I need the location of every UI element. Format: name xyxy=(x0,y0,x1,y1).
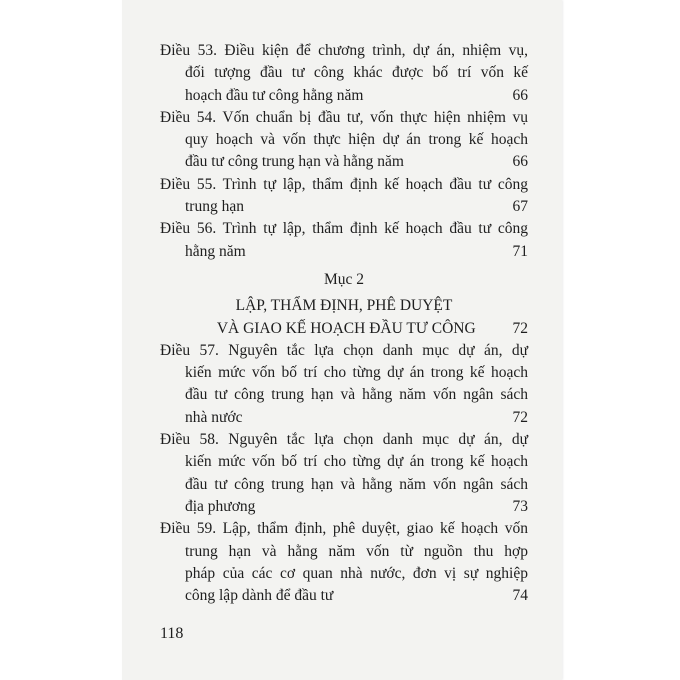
toc-entry-line: quy hoạch và vốn thực hiện dự án trong kế hoạch xyxy=(185,131,528,149)
toc-entry-line: công lập dành để đầu tư xyxy=(185,587,334,605)
toc-entry xyxy=(160,429,528,518)
toc-entry xyxy=(160,107,528,174)
toc-entry-line: Điều 58. Nguyên tắc lựa chọn danh mục dự án, dự xyxy=(160,431,528,449)
toc-page-number: 66 xyxy=(512,153,528,171)
toc-entry-line: Điều 55. Trình tự lập, thẩm định kế hoạch đầu tư công xyxy=(160,175,528,193)
footer-page-number: 118 xyxy=(160,625,184,642)
section-title-line-2: VÀ GIAO KẾ HOẠCH ĐẦU TƯ CÔNG xyxy=(216,319,476,337)
toc-entry xyxy=(160,218,528,263)
toc-entry-last-line xyxy=(160,85,528,107)
toc-entry-line: pháp của các cơ quan nhà nước, đơn vị sự nghiệp xyxy=(185,564,528,582)
toc-entry-line: đầu tư công trung hạn và hằng năm vốn ngân sách xyxy=(185,386,528,404)
toc-entry-last-line xyxy=(160,196,528,218)
toc-page-number: 66 xyxy=(512,86,528,104)
toc-entry xyxy=(160,518,528,607)
toc-page-number: 71 xyxy=(512,242,528,260)
section-heading xyxy=(160,269,528,340)
toc-entry-last-line xyxy=(160,496,528,518)
toc-entry xyxy=(160,174,528,219)
toc-entry-line: đầu tư công trung hạn và hằng năm vốn ngân sách xyxy=(185,475,528,493)
toc-entry-line: trung hạn và hằng năm vốn từ nguồn thu hợp xyxy=(185,542,528,560)
table-of-contents xyxy=(160,40,528,607)
toc-entry-line: kiến mức vốn bố trí cho từng dự án trong kế hoạch xyxy=(185,364,528,382)
toc-entry-line: Điều 59. Lập, thẩm định, phê duyệt, giao kế hoạch vốn xyxy=(160,520,528,538)
toc-entry-line: nhà nước xyxy=(185,408,243,426)
toc-entry-last-line xyxy=(160,407,528,429)
section-title-line-1: LẬP, THẨM ĐỊNH, PHÊ DUYỆT xyxy=(235,297,453,315)
toc-entry-line: trung hạn xyxy=(185,198,244,216)
section-label: Mục 2 xyxy=(323,270,365,288)
toc-entry-last-line xyxy=(160,585,528,607)
toc-entry-line: Điều 57. Nguyên tắc lựa chọn danh mục dự án, dự xyxy=(160,341,528,359)
toc-entry-line: Điều 56. Trình tự lập, thẩm định kế hoạch đầu tư công xyxy=(160,220,528,238)
toc-page-number: 74 xyxy=(512,587,528,605)
toc-entry-last-line xyxy=(160,151,528,173)
toc-entries-before xyxy=(160,40,528,263)
toc-entry-line: đối tượng đầu tư công khác được bố trí vốn kế xyxy=(185,64,528,82)
toc-entry-line: Điều 54. Vốn chuẩn bị đầu tư, vốn thực hiện nhiệm vụ xyxy=(160,108,528,126)
toc-entry-line: địa phương xyxy=(185,497,256,515)
toc-entry-last-line xyxy=(160,241,528,263)
toc-entry xyxy=(160,40,528,107)
toc-entry-line: hoạch đầu tư công hằng năm xyxy=(185,86,364,104)
toc-page-number: 72 xyxy=(512,408,528,426)
toc-entry-line: Điều 53. Điều kiện để chương trình, dự án, nhiệm vụ, xyxy=(160,42,528,59)
toc-entry xyxy=(160,340,528,429)
section-page-number: 72 xyxy=(512,319,528,337)
toc-page-number: 73 xyxy=(512,497,528,515)
section-title-line-2-row xyxy=(160,318,528,340)
toc-entry-line: hằng năm xyxy=(185,242,246,260)
toc-entries-after xyxy=(160,340,528,608)
toc-entry-line: kiến mức vốn bố trí cho từng dự án trong kế hoạch xyxy=(185,453,528,471)
toc-page-number: 67 xyxy=(512,198,528,216)
toc-entry-line: đầu tư công trung hạn và hằng năm xyxy=(185,153,404,171)
